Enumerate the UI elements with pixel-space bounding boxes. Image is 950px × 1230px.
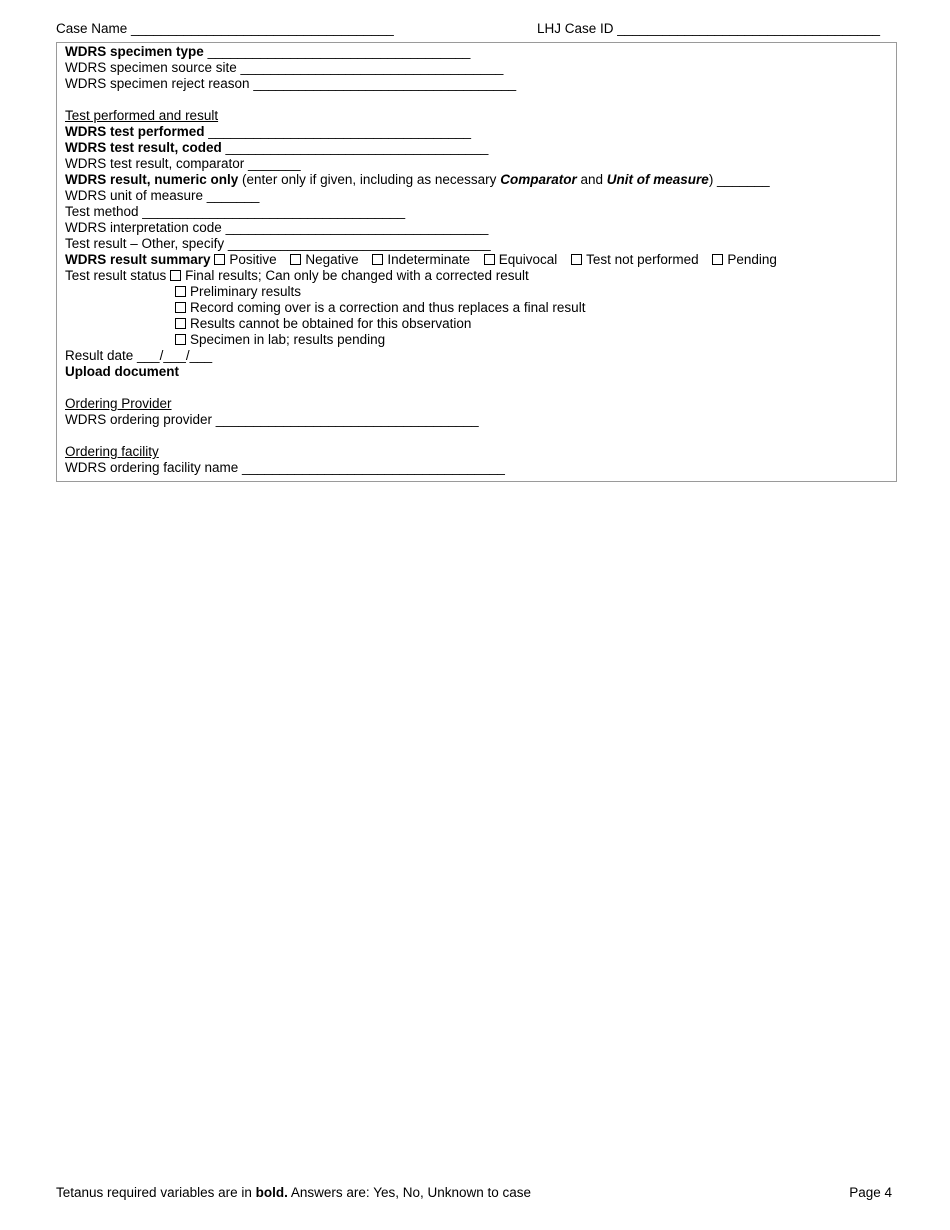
checkbox[interactable] bbox=[290, 254, 301, 265]
status-option-final[interactable]: Final results; Can only be changed with a corrected result bbox=[170, 268, 529, 283]
summary-option-negative[interactable]: Negative bbox=[290, 252, 358, 268]
status-option-in-lab[interactable]: Specimen in lab; results pending bbox=[175, 332, 385, 348]
result-numeric-label: WDRS result, numeric only bbox=[65, 172, 239, 187]
result-date-field[interactable]: Result date ___/___/___ bbox=[65, 348, 213, 363]
page-footer bbox=[56, 1185, 892, 1200]
test-result-coded-blank[interactable]: ___________________________________ bbox=[225, 140, 489, 155]
checkbox[interactable] bbox=[712, 254, 723, 265]
summary-option-positive[interactable]: Positive bbox=[214, 252, 276, 268]
specimen-reject-reason-field[interactable]: WDRS specimen reject reason ___________________________________ bbox=[65, 76, 517, 91]
unit-term: Unit of measure bbox=[606, 172, 709, 187]
checkbox[interactable] bbox=[214, 254, 225, 265]
page-number: Page 4 bbox=[849, 1185, 892, 1200]
status-option-cannot-obtain[interactable]: Results cannot be obtained for this observation bbox=[175, 316, 471, 332]
lab-test-form-box bbox=[56, 42, 897, 482]
status-option-preliminary[interactable]: Preliminary results bbox=[175, 284, 301, 300]
specimen-type-label: WDRS specimen type bbox=[65, 44, 204, 59]
specimen-type-blank[interactable]: ___________________________________ bbox=[207, 44, 471, 59]
test-result-other-field[interactable]: Test result – Other, specify ___________________________________ bbox=[65, 236, 491, 251]
ordering-provider-field[interactable]: WDRS ordering provider ___________________________________ bbox=[65, 412, 479, 427]
upload-document-label[interactable]: Upload document bbox=[65, 364, 179, 379]
test-section-title: Test performed and result bbox=[65, 108, 219, 123]
ordering-facility-field[interactable]: WDRS ordering facility name ___________________________________ bbox=[65, 460, 505, 475]
test-performed-label: WDRS test performed bbox=[65, 124, 205, 139]
checkbox[interactable] bbox=[372, 254, 383, 265]
result-status-label: Test result status bbox=[65, 268, 167, 283]
result-summary-label: WDRS result summary bbox=[65, 252, 211, 267]
result-summary-row bbox=[65, 252, 787, 268]
comparator-term: Comparator bbox=[500, 172, 577, 187]
checkbox[interactable] bbox=[175, 286, 186, 297]
test-result-coded-row[interactable] bbox=[65, 140, 488, 156]
summary-option-pending[interactable]: Pending bbox=[712, 252, 777, 268]
unit-of-measure-field[interactable]: WDRS unit of measure _______ bbox=[65, 188, 260, 203]
page-header bbox=[56, 21, 894, 39]
ordering-facility-title: Ordering facility bbox=[65, 444, 159, 459]
result-numeric-blank[interactable]: ) _______ bbox=[708, 172, 770, 187]
lhj-case-id-field[interactable]: LHJ Case ID ___________________________________ bbox=[537, 21, 881, 36]
summary-option-equivocal[interactable]: Equivocal bbox=[484, 252, 558, 268]
test-performed-row[interactable] bbox=[65, 124, 471, 140]
result-numeric-row[interactable] bbox=[65, 172, 770, 188]
status-option-correction[interactable]: Record coming over is a correction and thus replaces a final result bbox=[175, 300, 585, 316]
test-performed-blank[interactable]: ___________________________________ bbox=[208, 124, 472, 139]
summary-option-not-performed[interactable]: Test not performed bbox=[571, 252, 699, 268]
test-result-comparator-field[interactable]: WDRS test result, comparator _______ bbox=[65, 156, 301, 171]
checkbox[interactable] bbox=[571, 254, 582, 265]
test-method-field[interactable]: Test method ___________________________________ bbox=[65, 204, 406, 219]
specimen-source-site-field[interactable]: WDRS specimen source site ___________________________________ bbox=[65, 60, 504, 75]
footer-note: Tetanus required variables are in bold. Answers are: Yes, No, Unknown to case bbox=[56, 1185, 532, 1200]
case-name-field[interactable]: Case Name ___________________________________ bbox=[56, 21, 394, 36]
test-result-coded-label: WDRS test result, coded bbox=[65, 140, 222, 155]
result-numeric-text: (enter only if given, including as necessary bbox=[242, 172, 497, 187]
checkbox[interactable] bbox=[170, 270, 181, 281]
checkbox[interactable] bbox=[175, 318, 186, 329]
specimen-type-row[interactable] bbox=[65, 44, 470, 60]
checkbox[interactable] bbox=[175, 334, 186, 345]
result-status-row bbox=[65, 268, 529, 284]
summary-option-indeterminate[interactable]: Indeterminate bbox=[372, 252, 470, 268]
ordering-provider-title: Ordering Provider bbox=[65, 396, 172, 411]
interpretation-code-field[interactable]: WDRS interpretation code ___________________________________ bbox=[65, 220, 489, 235]
checkbox[interactable] bbox=[175, 302, 186, 313]
and-text: and bbox=[580, 172, 604, 187]
checkbox[interactable] bbox=[484, 254, 495, 265]
